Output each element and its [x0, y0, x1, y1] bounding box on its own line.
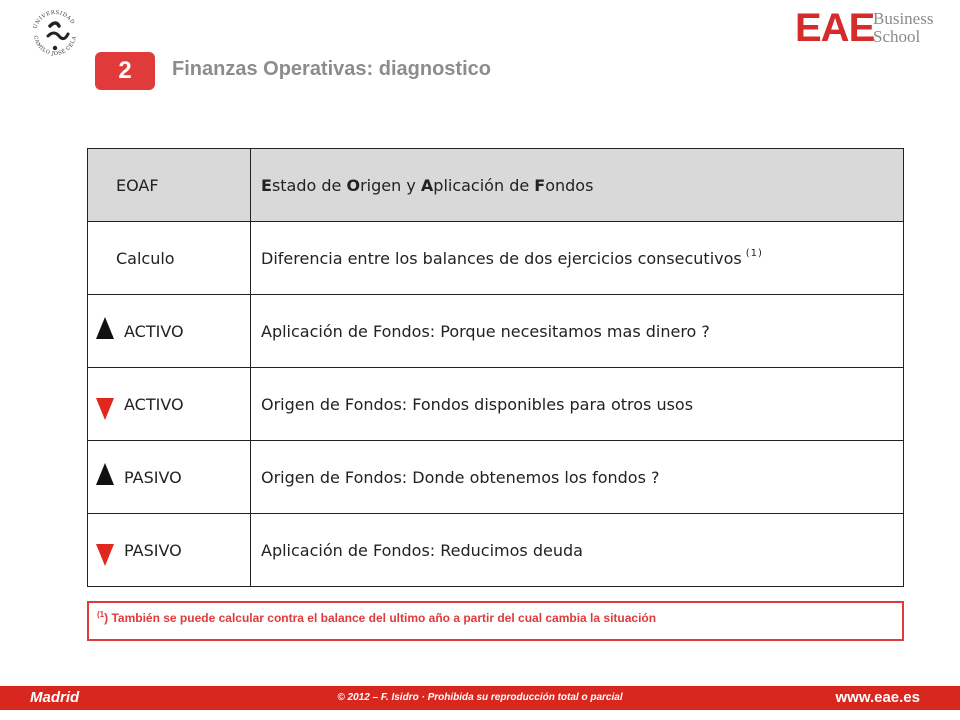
table-row: [88, 149, 904, 222]
row-description-cell: [251, 441, 904, 514]
row-description: Origen de Fondos: Donde obtenemos los fondos ?: [261, 467, 660, 487]
table-row: [88, 441, 904, 514]
svg-text:UNIVERSIDAD: UNIVERSIDAD: [32, 9, 76, 30]
decrease-arrow-icon: [96, 544, 114, 566]
row-description-cell: [251, 514, 904, 587]
row-label-cell: [88, 149, 251, 222]
row-label-cell: [88, 368, 251, 441]
description-fragment: stado de: [271, 175, 347, 195]
table-row: [88, 368, 904, 441]
logo-word-business: Business: [873, 9, 934, 28]
footnote-text: ) También se puede calcular contra el balance del ultimo año a partir del cual cambia la situación: [104, 611, 657, 625]
logo-letters: EAE: [795, 6, 875, 50]
footer-location: Madrid: [30, 689, 80, 706]
footnote-mark-number: 1: [99, 610, 105, 619]
svg-text:CAMILO JOSÉ CELA: CAMILO JOSÉ CELA: [32, 35, 78, 58]
table-row: [88, 222, 904, 295]
eae-business-school-logo: [795, 8, 945, 48]
row-label: ACTIVO: [124, 321, 184, 341]
decrease-arrow-icon: [96, 398, 114, 420]
row-label-cell: [88, 222, 251, 295]
row-label: EOAF: [116, 175, 159, 195]
page-title: Finanzas Operativas: diagnostico: [172, 58, 491, 80]
acronym-letter: E: [261, 175, 272, 195]
table-row: [88, 295, 904, 368]
description-fragment: plicación de: [433, 175, 535, 195]
footer-copyright: © 2012 – F. Isidro · Prohibida su reproducción total o parcial: [337, 692, 623, 703]
row-label-cell: [88, 441, 251, 514]
footer-website-link[interactable]: www.eae.es: [835, 689, 920, 706]
logo-word-school: School: [873, 27, 921, 46]
footnote-mark-open: (: [97, 610, 100, 619]
footnote-box: [87, 601, 904, 641]
row-description-cell: [251, 149, 904, 222]
description-fragment: ondos: [545, 175, 594, 195]
increase-arrow-icon: [96, 317, 114, 339]
row-label: ACTIVO: [124, 394, 184, 414]
row-description: Aplicación de Fondos: Porque necesitamos mas dinero ?: [261, 321, 710, 341]
section-number-badge: 2: [95, 52, 155, 90]
university-seal-logo: [26, 4, 84, 62]
footnote-reference: (1): [745, 247, 763, 259]
row-description: Aplicación de Fondos: Reducimos deuda: [261, 540, 583, 560]
row-description: Origen de Fondos: Fondos disponibles para otros usos: [261, 394, 694, 414]
footer-bar: [0, 686, 960, 710]
acronym-letter: F: [534, 175, 546, 195]
row-label: PASIVO: [124, 467, 182, 487]
row-description-cell: [251, 368, 904, 441]
table-row: [88, 514, 904, 587]
row-label-cell: [88, 514, 251, 587]
row-description: Diferencia entre los balances de dos ejercicios consecutivos: [261, 248, 742, 268]
acronym-letter: O: [346, 175, 361, 195]
increase-arrow-icon: [96, 463, 114, 485]
row-label: PASIVO: [124, 540, 182, 560]
row-label-cell: [88, 295, 251, 368]
description-fragment: rigen y: [360, 175, 421, 195]
eoaf-table: [87, 148, 904, 587]
row-description-cell: [251, 295, 904, 368]
acronym-letter: A: [420, 175, 434, 195]
row-description-cell: [251, 222, 904, 295]
row-label: Calculo: [116, 248, 175, 268]
